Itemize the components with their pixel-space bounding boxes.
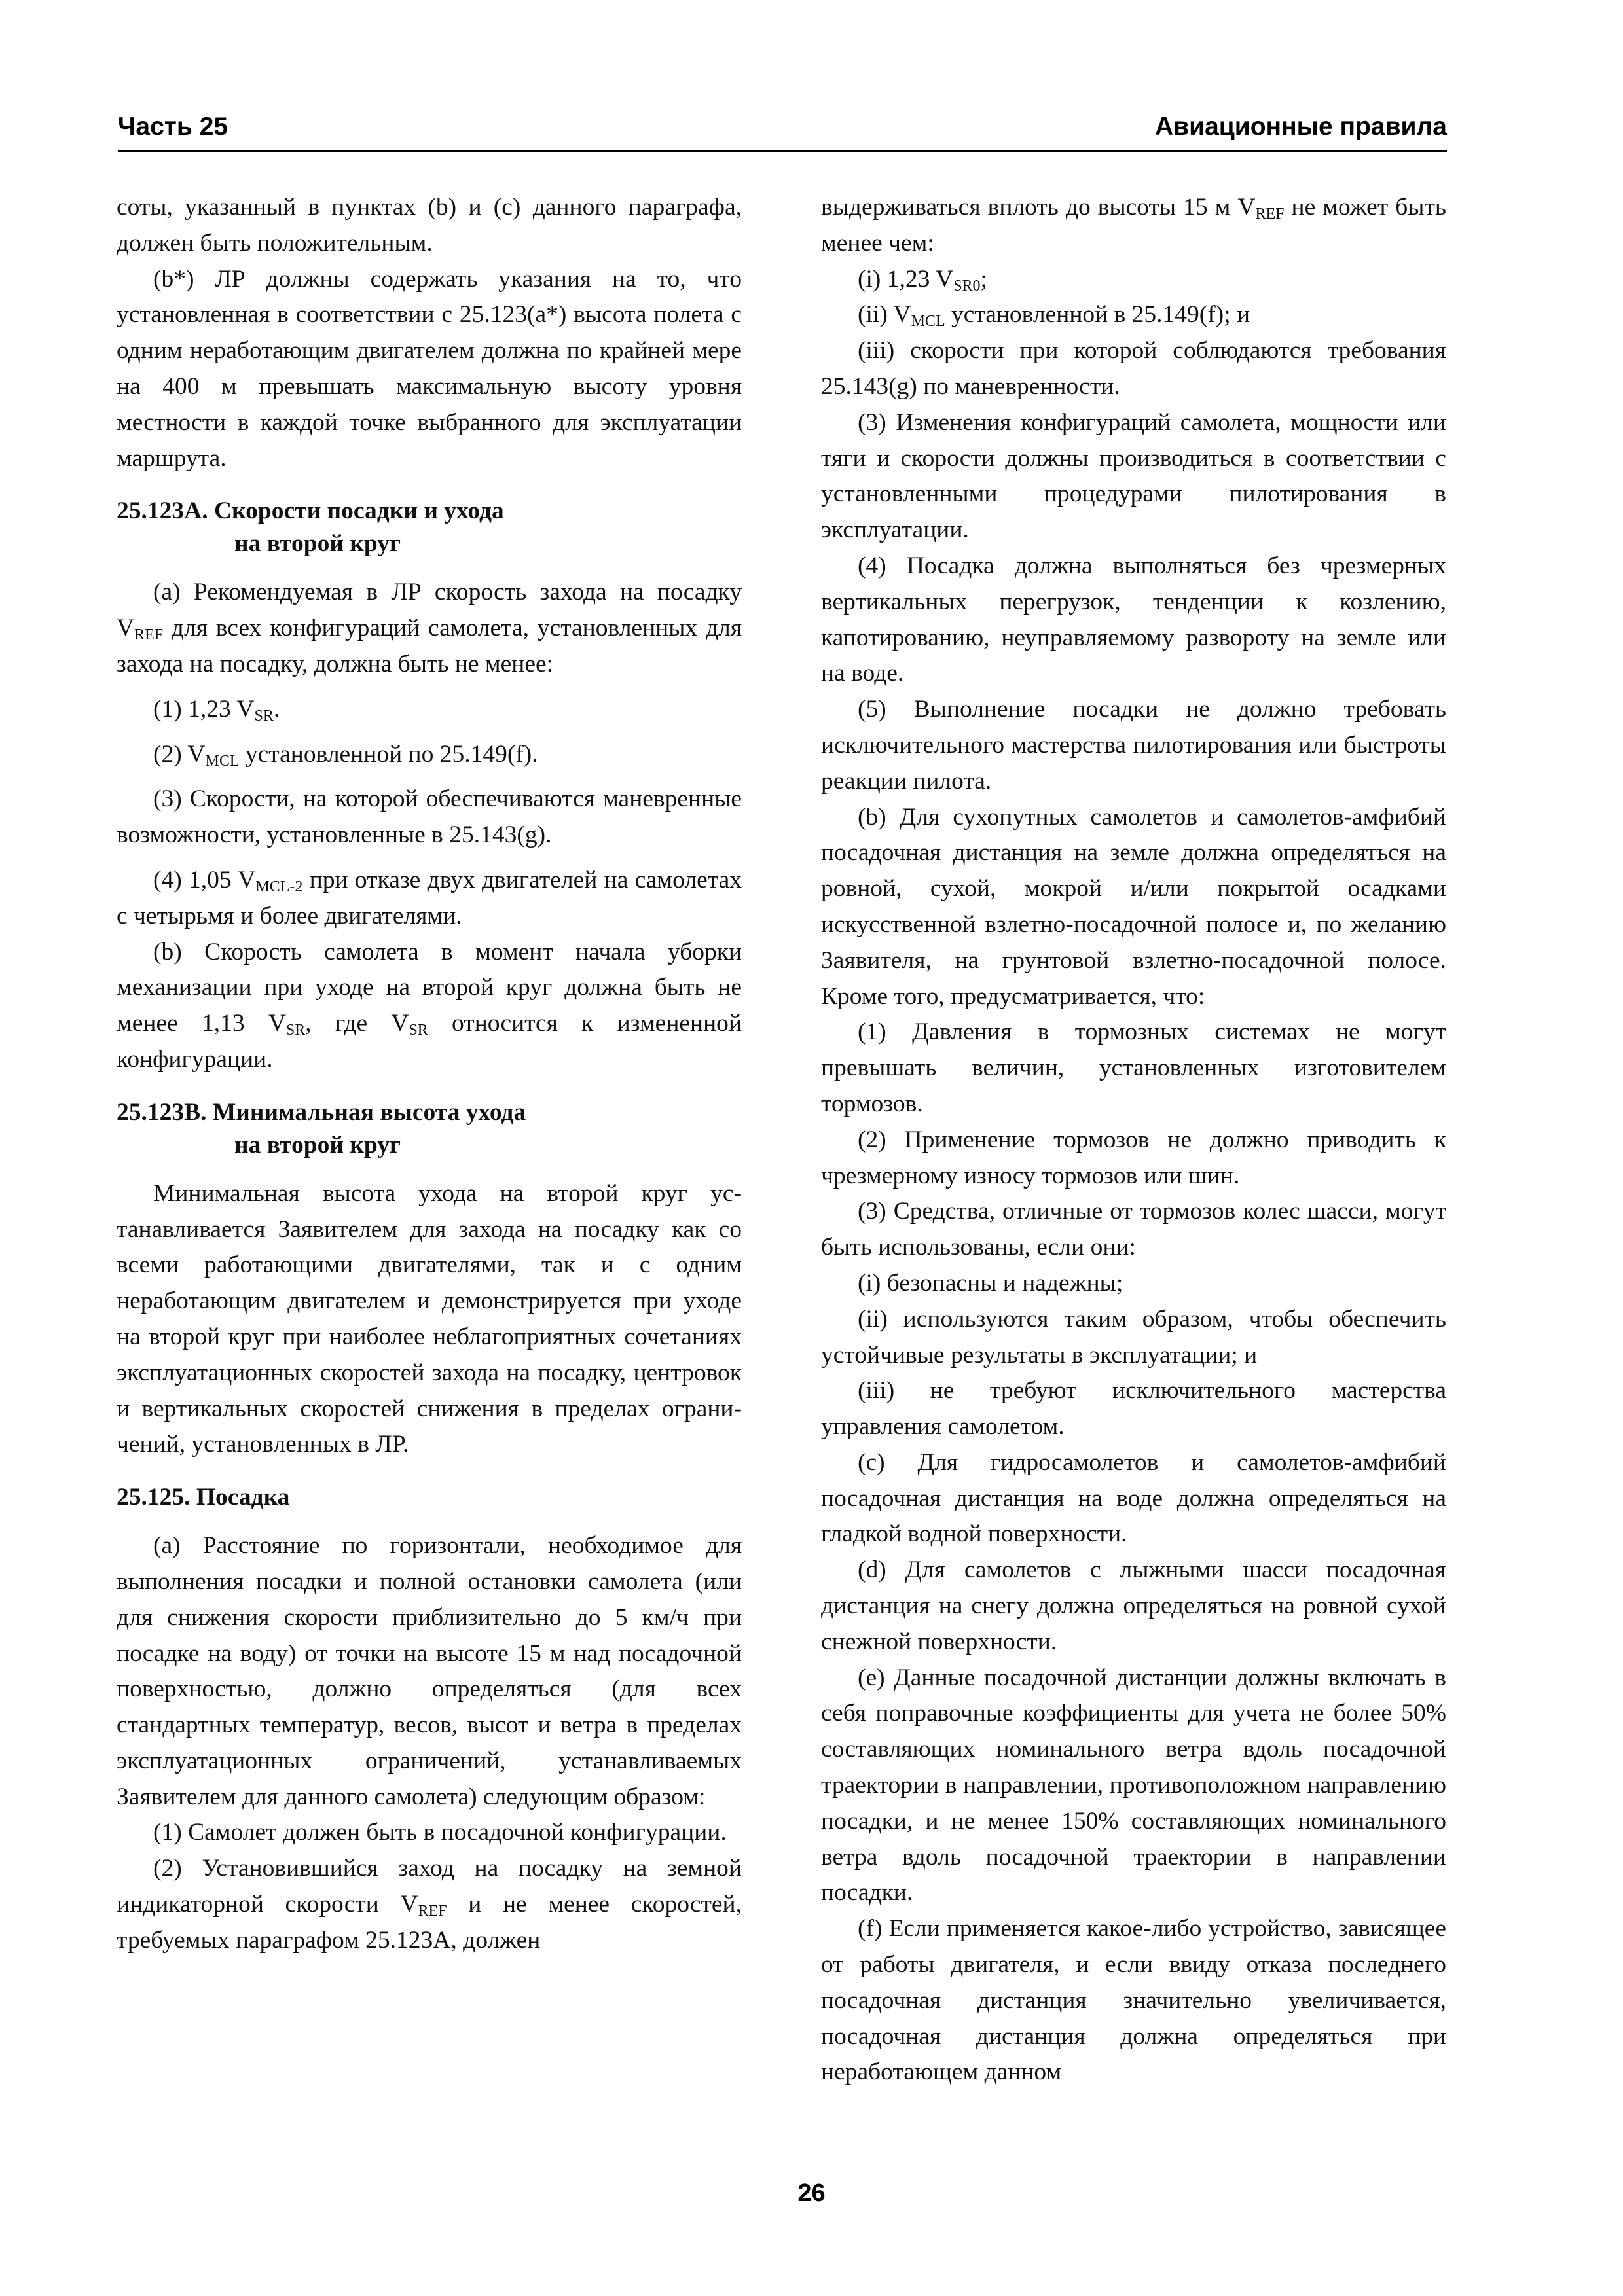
page-number: 26 bbox=[797, 2179, 826, 2207]
text-run: (2) V bbox=[153, 740, 206, 768]
list-item: (i) безопасны и надежны; bbox=[858, 1269, 1123, 1297]
header-part-label: Часть 25 bbox=[118, 113, 228, 141]
subscript: REF bbox=[418, 1903, 447, 1920]
subscript: SR bbox=[285, 1022, 306, 1039]
text-run: (ii) V bbox=[858, 301, 911, 329]
heading-line: 25.123В. Минимальная высота ухода bbox=[117, 1098, 526, 1126]
list-item: (3) Изменения конфигураций самолета, мощности или тяги и скорости должны производиться в соответствии с установленными процедурами пилотирования в эксплуатации. bbox=[821, 408, 1446, 544]
paragraph: Минимальная высота ухода на второй круг устанавливается Заявителем для захода на посадку как со всеми работающими двигателями, так и с одним неработающим двигателем и демонстрируется при уходе на второй круг при наиболее неблагоприятных сочетаниях эксплуатационных скоростей захода на посадку, центровок и вертикальных скоростей снижения в пределах ограничений, установленных в ЛР. bbox=[117, 1179, 742, 1458]
text-run: (4) 1,05 V bbox=[153, 866, 256, 893]
list-item: (5) Выполнение посадки не должно требовать исключительного мастерства пилотирования или быстроты реакции пилота. bbox=[821, 696, 1446, 795]
list-item: (iii) скорости при которой соблюдаются требования 25.143(g) по маневренности. bbox=[821, 337, 1446, 400]
section-heading-25-123b bbox=[117, 1096, 742, 1162]
right-column bbox=[821, 190, 1446, 2090]
list-item: (iii) не требуют исключительного мастерства управления самолетом. bbox=[821, 1377, 1446, 1441]
paragraph: соты, указанный в пунктах (b) и (c) данного параграфа, должен быть положительным. bbox=[117, 194, 742, 257]
paragraph: (d) Для самолетов с лыжными шасси посадочная дистанция на снегу должна определяться на ровной сухой снежной поверхности. bbox=[821, 1556, 1446, 1655]
list-item: (2) Применение тормозов не должно приводить к чрезмерному износу тормозов или шин. bbox=[821, 1126, 1446, 1189]
list-item bbox=[117, 737, 742, 773]
list-item: (4) Посадка должна выполняться без чрезмерных вертикальных перегрузок, тенденции к козлению, капотированию, неуправляемому развороту на земле или на воде. bbox=[821, 552, 1446, 687]
text-run: относится к измененной конфигурации. bbox=[117, 1010, 742, 1073]
paragraph bbox=[821, 190, 1446, 262]
text-run: установленной в 25.149(f); и bbox=[945, 301, 1250, 329]
subscript: REF bbox=[134, 626, 164, 644]
text-run: (2) Установившийся заход на посадку на земной индикаторной скорости V bbox=[117, 1855, 742, 1918]
section-heading-25-123a bbox=[117, 495, 742, 560]
list-item: (1) Давления в тормозных системах не могут превышать величин, установленных изготовителем тормозов. bbox=[821, 1018, 1446, 1117]
text-run: (b) Скорость самолета в момент начала уборки механизации при уходе на второй круг должна быть не менее 1,13 V bbox=[117, 938, 742, 1037]
left-column bbox=[117, 190, 742, 1959]
heading-line: 25.125. Посадка bbox=[117, 1484, 290, 1511]
paragraph: (f) Если применяется какое-либо устройство, зависящее от работы двигателя, и если ввиду отказа последнего посадочная дистанция значительно увеличивается, посадочная дистанция должна определяться при неработающем данном bbox=[821, 1915, 1446, 2086]
subscript: SR bbox=[409, 1022, 428, 1039]
text-run: . bbox=[273, 695, 280, 723]
text-run: при отказе двух двигателей на самолетах с четырьмя и более двигателями. bbox=[117, 866, 742, 929]
text-run: , где V bbox=[305, 1010, 409, 1037]
paragraph: (a) Расстояние по горизонтали, необходимое для выполнения посадки и полной остановки самолета (или для снижения скорости приблизительно до 5 км/ч при посадке на воду) от точки на высоте 15 м над посадочной поверхностью, должно определяться (для всех стандартных температур, весов, высот и ветра в пределах эксплуатационных ограничений, устанавливаемых Заявителем для данного самолета) следующим образом: bbox=[117, 1532, 742, 1810]
header-divider bbox=[118, 150, 1447, 152]
text-run: выдерживаться вплоть до высоты 15 м V bbox=[821, 194, 1256, 221]
paragraph: (b) Для сухопутных самолетов и самолетов-амфибий посадочная дистанция на земле должна определяться на ровной, сухой, мокрой и/или покрытой осадками искусственной взлетно-посадочной полосе и, по желанию Заявителя, на грунтовой взлетно-посадочной полосе. Кроме того, предусматривается, что: bbox=[821, 803, 1446, 1010]
paragraph bbox=[117, 935, 742, 1078]
text-run: (a) Рекомендуемая в ЛР скорость захода на посадку V bbox=[117, 579, 742, 642]
list-item bbox=[117, 863, 742, 935]
header-title: Авиационные правила bbox=[1154, 113, 1447, 141]
text-run: для всех конфигураций самолета, установленных для захода на посадку, должна быть не менее: bbox=[117, 615, 742, 677]
text-run: и не менее скоростей, требуемых параграфом 25.123А, должен bbox=[117, 1891, 742, 1954]
section-heading-25-125 bbox=[117, 1481, 742, 1514]
list-item bbox=[117, 1851, 742, 1958]
text-run: ; bbox=[980, 265, 987, 293]
list-item: (ii) используются таким образом, чтобы обеспечить устойчивые результаты в эксплуатации; и bbox=[821, 1305, 1446, 1369]
subscript: SR0 bbox=[953, 277, 981, 295]
subscript: SR bbox=[254, 707, 274, 725]
paragraph: (c) Для гидросамолетов и самолетов-амфибий посадочная дистанция на воде должна определяться на гладкой водной поверхности. bbox=[821, 1448, 1446, 1548]
heading-line: на второй круг bbox=[234, 1131, 401, 1158]
list-item: (3) Средства, отличные от тормозов колес шасси, могут быть использованы, если они: bbox=[821, 1198, 1446, 1261]
text-run: не может быть менее чем: bbox=[821, 194, 1446, 257]
text-run: установленной по 25.149(f). bbox=[239, 740, 538, 768]
paragraph: (e) Данные посадочной дистанции должны включать в себя поправочные коэффициенты для учета не более 50% составляющих номинального ветра вдоль посадочной траектории в направлении, противоположном направлению посадки, и не менее 150% составляющих номинального ветра вдоль посадочной траектории в направлении посадки. bbox=[821, 1664, 1446, 1907]
paragraph bbox=[117, 575, 742, 682]
list-item: (3) Скорости, на которой обеспечиваются маневренные возможности, установленные в 25.143(g). bbox=[117, 785, 742, 849]
subscript: MCL-2 bbox=[255, 878, 303, 895]
list-item bbox=[821, 262, 1446, 298]
heading-line: на второй круг bbox=[234, 530, 401, 558]
text-run: (1) 1,23 V bbox=[153, 695, 255, 723]
text-run: (i) 1,23 V bbox=[858, 265, 954, 293]
subscript: MCL bbox=[911, 313, 945, 331]
paragraph: (b*) ЛР должны содержать указания на то, что установленная в соответствии с 25.123(а*) высота полета с одним неработающим двигателем должна по крайней мере на 400 м превышать максимальную высоту уровня местности в каждой точке выбранного для эксплуатации маршрута. bbox=[117, 265, 742, 472]
list-item: (1) Самолет должен быть в посадочной конфигурации. bbox=[153, 1819, 727, 1846]
subscript: MCL bbox=[205, 752, 240, 770]
list-item bbox=[117, 692, 742, 728]
heading-line: 25.123А. Скорости посадки и ухода bbox=[117, 497, 504, 525]
running-header bbox=[118, 113, 1447, 149]
subscript: REF bbox=[1255, 206, 1285, 223]
list-item bbox=[821, 297, 1446, 333]
